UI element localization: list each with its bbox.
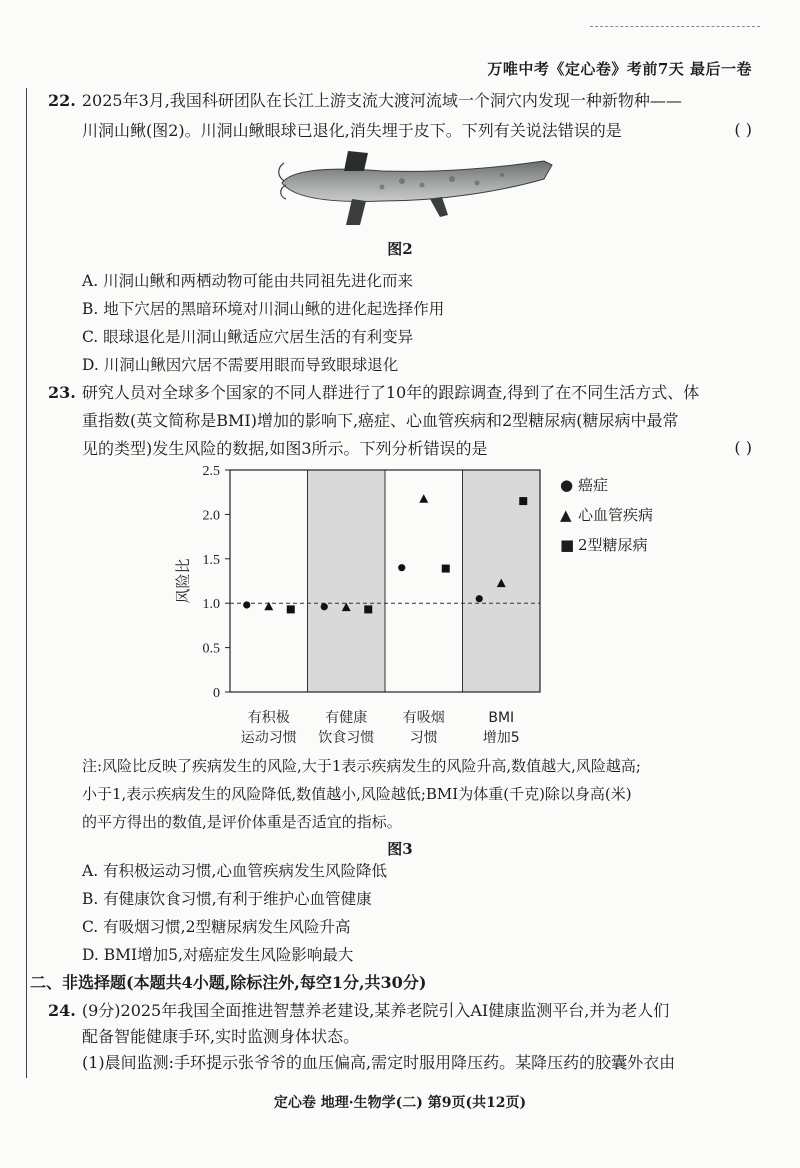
q22-option-d: D. 川洞山鳅因穴居不需要用眼而导致眼球退化 bbox=[82, 356, 399, 374]
q22-option-a: A. 川洞山鳅和两栖动物可能由共同祖先进化而来 bbox=[82, 272, 414, 290]
y-tick-label: 1.5 bbox=[202, 552, 220, 568]
q23-note-line1: 注:风险比反映了疾病发生的风险,大于1表示疾病发生的风险升高,数值越大,风险越高; bbox=[82, 757, 641, 775]
q23-stem-line3: 见的类型)发生风险的数据,如图3所示。下列分析错误的是 bbox=[82, 439, 488, 458]
q24-stem-line2: 配备智能健康手环,实时监测身体状态。 bbox=[82, 1027, 360, 1046]
q23-answer-paren: ( ) bbox=[734, 438, 752, 457]
q24-stem-line1: (9分)2025年我国全面推进智慧养老建设,某养老院引入AI健康监测平台,并为老人们 bbox=[81, 1001, 670, 1020]
point-2型糖尿病 bbox=[364, 605, 372, 613]
q23-option-d: D. BMI增加5,对癌症发生风险影响最大 bbox=[82, 946, 354, 964]
q22-stem-line2: 川洞山鳅(图2)。川洞山鳅眼球已退化,消失埋于皮下。下列有关说法错误的是 bbox=[82, 121, 622, 140]
q22-number: 22. bbox=[48, 91, 76, 110]
y-tick-label: 0 bbox=[213, 686, 220, 701]
q23-number: 23. bbox=[48, 383, 76, 402]
x-category-label-line1: 有积极 bbox=[247, 710, 290, 726]
legend-item-diabetes: ■ 2型糖尿病 bbox=[560, 530, 653, 560]
fig3-caption: 图3 bbox=[387, 840, 413, 858]
point-癌症 bbox=[321, 603, 328, 610]
shaded-column-1 bbox=[308, 470, 386, 692]
fish-pelvic-fin bbox=[430, 197, 448, 217]
x-category-label-line1: BMI bbox=[488, 710, 515, 726]
q24-number: 24. bbox=[48, 1001, 76, 1020]
x-category-label-line2: 运动习惯 bbox=[240, 730, 297, 746]
x-category-label-line2: 习惯 bbox=[409, 730, 438, 746]
x-category-label-line1: 有健康 bbox=[325, 710, 368, 726]
point-癌症 bbox=[476, 595, 483, 602]
q22-option-b: B. 地下穴居的黑暗环境对川洞山鳅的进化起选择作用 bbox=[82, 300, 445, 318]
fish-dorsal-fin bbox=[344, 151, 368, 171]
q23-option-c: C. 有吸烟习惯,2型糖尿病发生风险升高 bbox=[82, 918, 351, 936]
chart-legend bbox=[560, 470, 653, 560]
square-icon: ■ bbox=[560, 536, 575, 554]
section2-title: 二、非选择题(本题共4小题,除标注外,每空1分,共30分) bbox=[30, 973, 427, 992]
page-header: 万唯中考《定心卷》考前7天 最后一卷 bbox=[487, 60, 752, 78]
top-dashed-line bbox=[590, 26, 760, 27]
y-tick-label: 0.5 bbox=[202, 641, 220, 657]
left-margin-rule bbox=[26, 88, 27, 1078]
fish-barbel bbox=[279, 163, 284, 181]
point-癌症 bbox=[398, 564, 405, 571]
q23-option-b: B. 有健康饮食习惯,有利于维护心血管健康 bbox=[82, 890, 372, 908]
y-tick-label: 2.5 bbox=[202, 464, 220, 479]
point-癌症 bbox=[243, 601, 250, 608]
page-footer: 定心卷 地理·生物学(二) 第9页(共12页) bbox=[273, 1095, 527, 1111]
y-tick-label: 1.0 bbox=[202, 597, 220, 613]
q22-stem-line1: 2025年3月,我国科研团队在长江上游支流大渡河流域一个洞穴内发现一种新物种—— bbox=[81, 91, 682, 110]
point-2型糖尿病 bbox=[519, 497, 527, 505]
q22-answer-paren: ( ) bbox=[734, 120, 752, 139]
q23-note-line3: 的平方得出的数值,是评价体重是否适宜的指标。 bbox=[82, 813, 402, 831]
q23-option-a: A. 有积极运动习惯,心血管疾病发生风险降低 bbox=[82, 862, 387, 880]
q23-line1 bbox=[48, 378, 699, 408]
q24-sub1: (1)晨间监测:手环提示张爷爷的血压偏高,需定时服用降压药。某降压药的胶囊外衣由 bbox=[82, 1053, 676, 1072]
risk-ratio-chart bbox=[170, 458, 550, 758]
fig2-caption: 图2 bbox=[387, 240, 413, 258]
point-2型糖尿病 bbox=[287, 605, 295, 613]
legend-item-cancer: ● 癌症 bbox=[560, 470, 653, 500]
x-category-label-line2: 饮食习惯 bbox=[318, 730, 375, 746]
q22-option-c: C. 眼球退化是川洞山鳅适应穴居生活的有利变异 bbox=[82, 328, 414, 346]
point-心血管疾病 bbox=[419, 494, 428, 503]
circle-icon: ● bbox=[560, 476, 574, 494]
point-2型糖尿病 bbox=[442, 565, 450, 573]
y-axis-label: 风险比 bbox=[174, 558, 192, 604]
q23-note-line2: 小于1,表示疾病发生的风险降低,数值越小,风险越低;BMI为体重(千克)除以身高(米) bbox=[82, 785, 632, 803]
x-category-label-line2: 增加5 bbox=[482, 730, 520, 746]
fish-figure bbox=[272, 145, 554, 231]
y-tick-label: 2.0 bbox=[202, 508, 220, 524]
x-category-label-line1: 有吸烟 bbox=[402, 710, 445, 726]
fish-pectoral-fin bbox=[346, 199, 366, 225]
q22-line1 bbox=[48, 86, 682, 116]
q23-stem-line2: 重指数(英文简称是BMI)增加的影响下,癌症、心血管疾病和2型糖尿病(糖尿病中最常 bbox=[82, 411, 679, 430]
legend-item-cardiovascular: ▲ 心血管疾病 bbox=[560, 500, 653, 530]
triangle-icon: ▲ bbox=[560, 506, 572, 524]
fish-body bbox=[282, 161, 552, 201]
q23-stem-line1: 研究人员对全球多个国家的不同人群进行了10年的跟踪调查,得到了在不同生活方式、体 bbox=[81, 383, 700, 402]
